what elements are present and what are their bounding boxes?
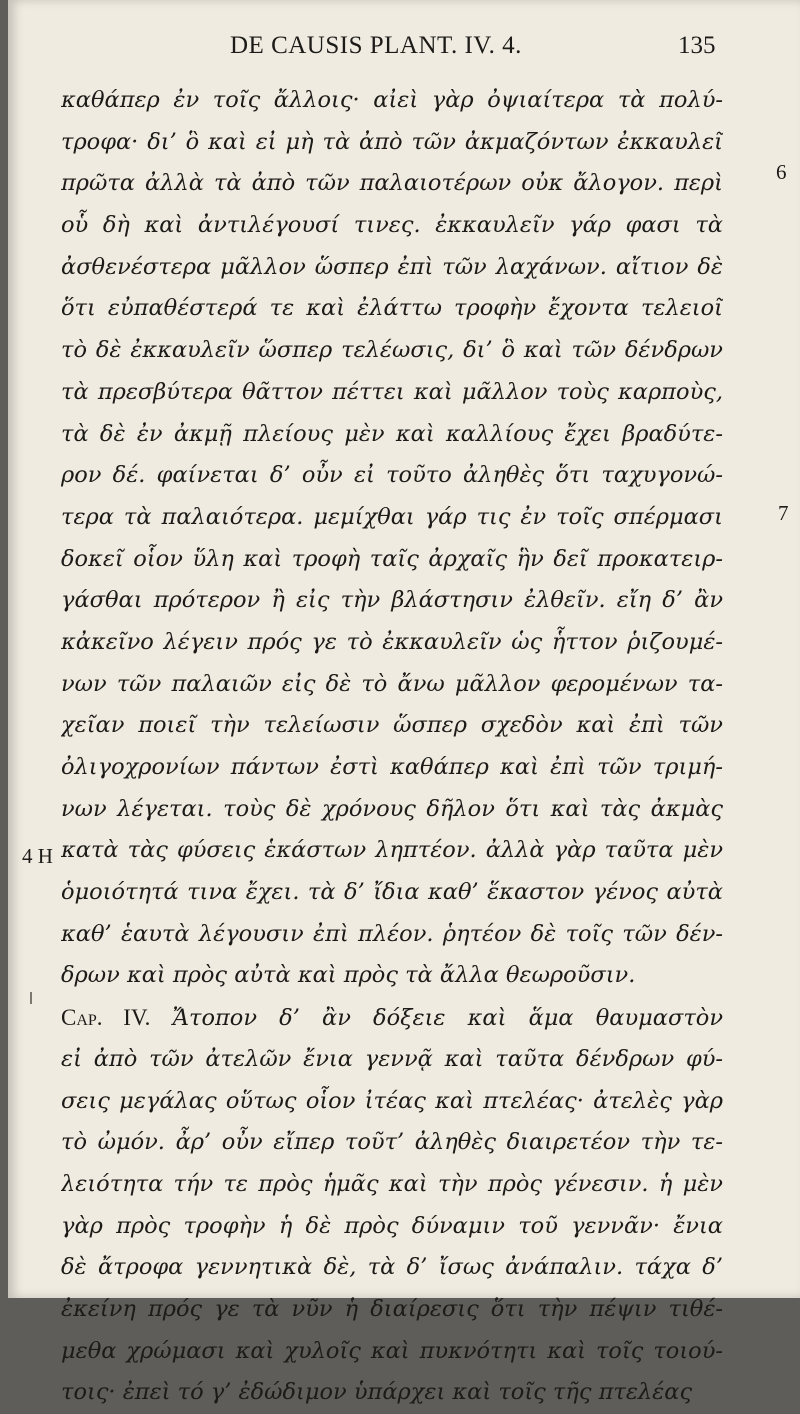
page-number: 135 (678, 32, 716, 59)
text-line: νων τῶν παλαιῶν εἰς δὲ τὸ ἄνω μᾶλλον φερομένων τα- (61, 670, 723, 697)
text-line: ἀσθενέστερα μᾶλλον ὥσπερ ἐπὶ τῶν λαχάνων. αἴτιον δὲ (61, 253, 723, 280)
text-line: τερα τὰ παλαιότερα. μεμίχθαι γάρ τις ἐν τοῖς σπέρμασι (61, 503, 723, 530)
main-text-block (61, 80, 723, 1414)
text-line: δρων καὶ πρὸς αὐτὰ καὶ πρὸς τὰ ἄλλα θεωροῦσιν. (61, 962, 636, 989)
text-line: κἀκεῖνο λέγειν πρός γε τὸ ἐκκαυλεῖν ὡς ἧττον ῥιζουμέ- (61, 628, 723, 655)
text-line: πρῶτα ἀλλὰ τὰ ἀπὸ τῶν παλαιοτέρων οὐκ ἄλογον. περὶ (61, 170, 723, 197)
text-line: σεις μεγάλας οὕτως οἷον ἰτέας καὶ πτελέας· ἀτελὲς γὰρ (61, 1087, 723, 1114)
text-line: καθ’ ἑαυτὰ λέγουσιν ἐπὶ πλέον. ῥητέον δὲ τοῖς τῶν δέν- (61, 920, 723, 947)
page-header (8, 32, 800, 66)
margin-reference-number: 4 H (22, 844, 53, 868)
text-line: οὗ δὴ καὶ ἀντιλέγουσί τινες. ἐκκαυλεῖν γάρ φασι τὰ (61, 212, 723, 239)
text-line: ἐκείνη πρός γε τὰ νῦν ἡ διαίρεσις ὅτι τὴν πέψιν τιθέ- (61, 1295, 723, 1322)
text-line: δοκεῖ οἷον ὕλη καὶ τροφὴ ταῖς ἀρχαῖς ἣν δεῖ προκατειρ- (61, 545, 723, 572)
text-line: γὰρ πρὸς τροφὴν ἡ δὲ πρὸς δύναμιν τοῦ γεννᾶν· ἔνια (61, 1212, 723, 1239)
text-line: ὁμοιότητά τινα ἔχει. τὰ δ’ ἴδια καθ’ ἕκαστον γένος αὐτὰ (61, 879, 723, 906)
margin-mark (30, 992, 32, 1004)
text-line: μεθα χρώμασι καὶ χυλοῖς καὶ πυκνότητι καὶ τοῖς τοιού- (61, 1337, 723, 1364)
text-line: καθάπερ ἐν τοῖς ἄλλοις· αἰεὶ γὰρ ὀψιαίτερα τὰ πολύ- (61, 87, 723, 113)
running-title: DE CAUSIS PLANT. IV. 4. (230, 32, 522, 59)
text-line: κατὰ τὰς φύσεις ἑκάστων ληπτέον. ἀλλὰ γὰρ ταῦτα μὲν (61, 837, 723, 864)
text-line: δὲ ἄτροφα γεννητικὰ δὲ, τὰ δ’ ἴσως ἀνάπαλιν. τάχα δ’ (61, 1254, 723, 1281)
book-page (8, 0, 800, 1406)
text-line: τὰ πρεσβύτερα θᾶττον πέττει καὶ μᾶλλον τοὺς καρποὺς, (61, 378, 723, 405)
text-line: τὸ ὠμόν. ἆρ’ οὖν εἴπερ τοῦτ’ ἀληθὲς διαιρετέον τὴν τε- (61, 1129, 723, 1156)
text-line: τροφα· δι’ ὃ καὶ εἰ μὴ τὰ ἀπὸ τῶν ἀκμαζόντων ἐκκαυλεῖ (61, 128, 723, 155)
text-line: τὰ δὲ ἐν ἀκμῇ πλείους μὲν καὶ καλλίους ἔχει βραδύτε- (61, 420, 723, 447)
text-line: ὀλιγοχρονίων πάντων ἐστὶ καθάπερ καὶ ἐπὶ τῶν τριμή- (61, 754, 723, 780)
text-line: ὅτι εὐπαθέστερά τε καὶ ἐλάττω τροφὴν ἔχοντα τελειοῖ (61, 295, 723, 322)
text-line: τὸ δὲ ἐκκαυλεῖν ὥσπερ τελέωσις, δι’ ὃ καὶ τῶν δένδρων (61, 337, 723, 364)
text-line: γάσθαι πρότερον ἢ εἰς τὴν βλάστησιν ἐλθεῖν. εἴη δ’ ἂν (61, 587, 723, 614)
chapter-first-line-text: Ἄτοπον δ’ ἂν δόξειε καὶ ἅμα θαυμαστὸν (172, 1005, 723, 1032)
text-line: λειότητα τήν τε πρὸς ἡμᾶς καὶ τὴν πρὸς γένεσιν. ἡ μὲν (61, 1170, 723, 1197)
text-line: εἰ ἀπὸ τῶν ἀτελῶν ἔνια γεννᾷ καὶ ταῦτα δένδρων φύ- (61, 1045, 723, 1072)
text-line: τοις· ἐπεὶ τό γ’ ἐδώδιμον ὑπάρχει καὶ τοῖς τῆς πτελέας (61, 1379, 693, 1406)
margin-section-number: 7 (778, 501, 789, 525)
text-line: ρον δέ. φαίνεται δ’ οὖν εἰ τοῦτο ἀληθὲς ὅτι ταχυγονώ- (61, 462, 723, 489)
text-line: χεῖαν ποιεῖ τὴν τελείωσιν ὥσπερ σχεδὸν καὶ ἐπὶ τῶν (61, 712, 723, 739)
text-line: νων λέγεται. τοὺς δὲ χρόνους δῆλον ὅτι καὶ τὰς ἀκμὰς (61, 795, 723, 822)
chapter-label: Cap. IV. (61, 1005, 151, 1031)
chapter-first-line (61, 997, 723, 1039)
margin-section-number: 6 (776, 160, 787, 184)
